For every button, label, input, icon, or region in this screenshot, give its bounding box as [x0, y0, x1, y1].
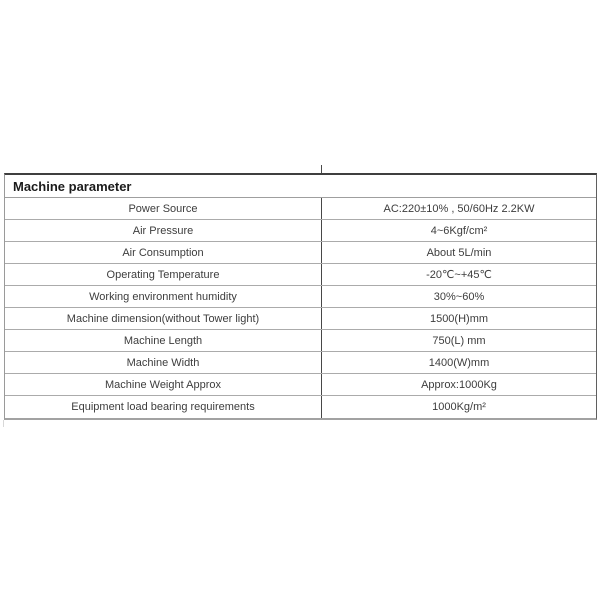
param-name-cell: Equipment load bearing requirements — [5, 396, 322, 418]
table-row — [5, 286, 596, 308]
param-value-cell: 1400(W)mm — [428, 356, 490, 369]
param-name-cell: Machine Width — [5, 352, 322, 373]
table-row — [5, 374, 596, 396]
param-value-cell: 1000Kg/m² — [432, 401, 486, 413]
table-row — [5, 220, 596, 242]
param-name-cell: Machine dimension(without Tower light) — [5, 308, 322, 329]
cropped-border-stub — [3, 420, 4, 427]
param-value-cell: AC:220±10% , 50/60Hz 2.2KW — [383, 202, 535, 215]
param-value-cell: Approx:1000Kg — [421, 378, 497, 391]
param-value-cell: About 5L/min — [426, 246, 492, 259]
table-row — [5, 330, 596, 352]
table-row — [5, 396, 596, 418]
table-row — [5, 352, 596, 374]
param-value-cell: 1500(H)mm — [429, 312, 489, 325]
param-value-cell: 30%~60% — [433, 290, 485, 303]
table-header-row — [5, 175, 596, 198]
param-value-cell: -20℃~+45℃ — [426, 269, 492, 281]
table-title: Machine parameter — [13, 178, 132, 194]
table-row — [5, 242, 596, 264]
param-name-cell: Working environment humidity — [5, 286, 322, 307]
param-name-cell: Air Consumption — [5, 242, 322, 263]
param-name-cell: Machine Length — [5, 330, 322, 351]
table-row — [5, 308, 596, 330]
table-row — [5, 264, 596, 286]
machine-parameter-table — [4, 173, 597, 420]
param-value-cell: 4~6Kgf/cm² — [430, 224, 488, 237]
param-value-cell: 750(L) mm — [432, 334, 486, 347]
param-name-cell: Power Source — [5, 198, 322, 219]
table-row — [5, 198, 596, 220]
param-name-cell: Machine Weight Approx — [5, 374, 322, 395]
param-name-cell: Operating Temperature — [5, 264, 322, 285]
param-name-cell: Air Pressure — [5, 220, 322, 241]
